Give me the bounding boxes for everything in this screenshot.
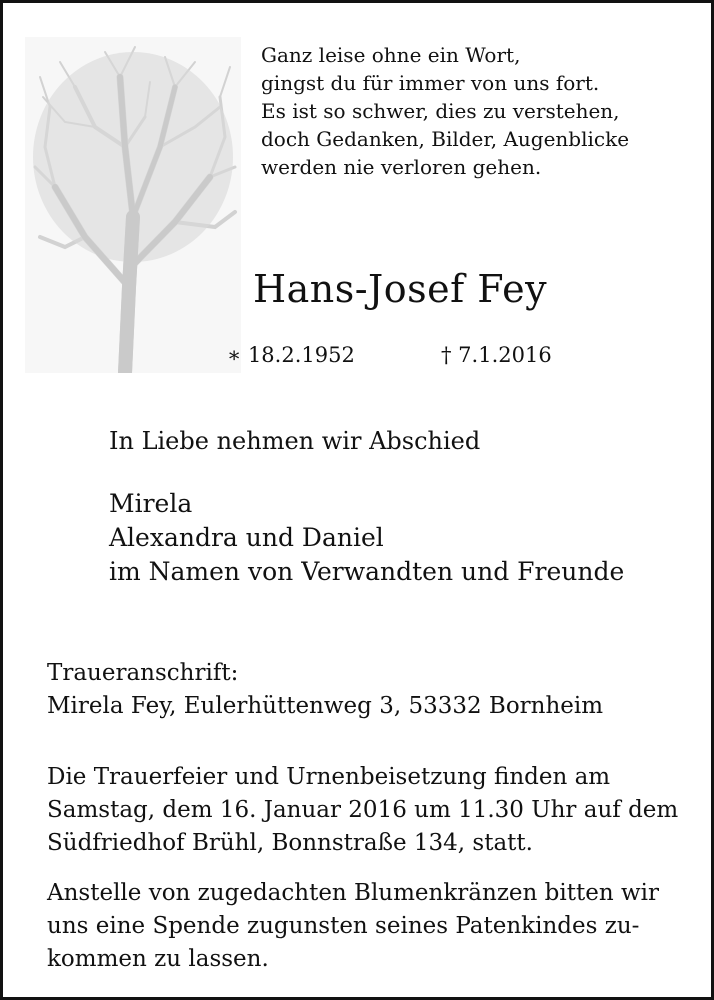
donation-line: kommen zu lassen.: [47, 946, 269, 972]
donation-line: uns eine Spende zugunsten seines Patenkindes zu-: [47, 913, 640, 939]
service-line: Die Trauerfeier und Urnenbeisetzung finden am: [47, 764, 611, 790]
birth-date: ∗ 18.2.1952: [227, 343, 355, 367]
mourner-line: Mirela: [109, 489, 193, 518]
address-label: Traueranschrift:: [47, 660, 239, 686]
mourner-line: Alexandra und Daniel: [109, 523, 384, 552]
address-value: Mirela Fey, Eulerhüttenweg 3, 53332 Bornheim: [47, 693, 604, 719]
deceased-name: Hans-Josef Fey: [252, 267, 548, 311]
donation-line: Anstelle von zugedachten Blumenkränzen bitten wir: [47, 880, 660, 906]
poem-line: gingst du für immer von uns fort.: [261, 71, 600, 95]
poem: [261, 41, 681, 181]
poem-line: Es ist so schwer, dies zu verstehen,: [261, 99, 620, 123]
mourners-list: [109, 487, 624, 589]
mourning-address: [47, 657, 603, 723]
bare-tree-icon: [25, 37, 241, 373]
poem-line: doch Gedanken, Bilder, Augenblicke: [261, 127, 630, 151]
funeral-service-info: [47, 761, 678, 860]
service-line: Samstag, dem 16. Januar 2016 um 11.30 Uhr auf dem: [47, 797, 679, 823]
farewell-text: In Liebe nehmen wir Abschied: [109, 427, 481, 455]
donation-request: [47, 877, 659, 976]
poem-line: Ganz leise ohne ein Wort,: [261, 43, 521, 67]
death-date: † 7.1.2016: [441, 343, 552, 367]
mourner-line: im Namen von Verwandten und Freunde: [109, 557, 625, 586]
service-line: Südfriedhof Brühl, Bonnstraße 134, statt.: [47, 830, 533, 856]
poem-line: werden nie verloren gehen.: [261, 155, 542, 179]
